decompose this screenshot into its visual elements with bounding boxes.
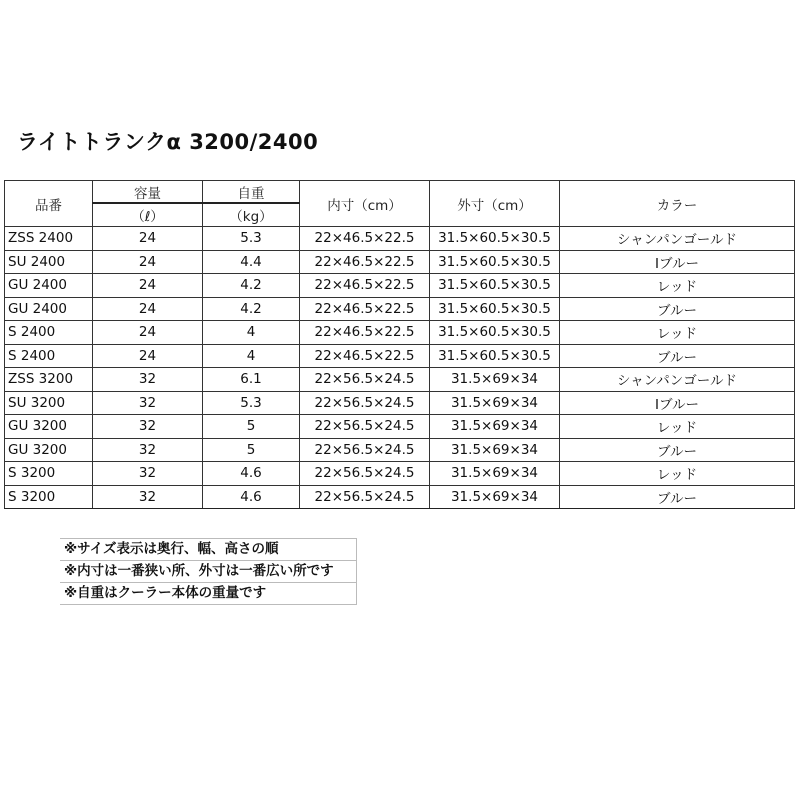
cell-inner-size: 22×46.5×22.5 — [300, 250, 430, 274]
cell-weight: 5.3 — [203, 391, 300, 415]
cell-capacity: 32 — [93, 391, 203, 415]
cell-outer-size: 31.5×60.5×30.5 — [430, 321, 560, 345]
cell-part-no: S 2400 — [5, 344, 93, 368]
note-weight: ※自重はクーラー本体の重量です — [60, 582, 357, 605]
cell-outer-size: 31.5×60.5×30.5 — [430, 227, 560, 251]
cell-inner-size: 22×56.5×24.5 — [300, 462, 430, 486]
cell-capacity: 24 — [93, 297, 203, 321]
table-row — [5, 368, 795, 392]
cell-part-no: GU 2400 — [5, 274, 93, 298]
cell-weight: 6.1 — [203, 368, 300, 392]
spec-table — [4, 180, 795, 509]
spec-table-header — [5, 181, 795, 227]
cell-part-no: S 3200 — [5, 485, 93, 509]
cell-weight: 5 — [203, 438, 300, 462]
page-title: ライトトランクα 3200/2400 — [17, 130, 319, 154]
cell-outer-size: 31.5×60.5×30.5 — [430, 274, 560, 298]
cell-inner-size: 22×56.5×24.5 — [300, 391, 430, 415]
cell-color: レッド — [560, 321, 795, 345]
cell-part-no: ZSS 2400 — [5, 227, 93, 251]
cell-color: ブルー — [560, 438, 795, 462]
cell-inner-size: 22×56.5×24.5 — [300, 368, 430, 392]
cell-capacity: 24 — [93, 227, 203, 251]
cell-color: ブルー — [560, 297, 795, 321]
header-weight: 自重 — [203, 181, 300, 204]
cell-outer-size: 31.5×60.5×30.5 — [430, 250, 560, 274]
table-row — [5, 227, 795, 251]
table-row — [5, 250, 795, 274]
cell-color: ブルー — [560, 344, 795, 368]
cell-color: ブルー — [560, 485, 795, 509]
cell-outer-size: 31.5×69×34 — [430, 415, 560, 439]
cell-capacity: 32 — [93, 462, 203, 486]
cell-color: シャンパンゴールド — [560, 227, 795, 251]
cell-color: レッド — [560, 415, 795, 439]
cell-part-no: SU 2400 — [5, 250, 93, 274]
cell-inner-size: 22×46.5×22.5 — [300, 321, 430, 345]
table-row — [5, 391, 795, 415]
cell-inner-size: 22×46.5×22.5 — [300, 227, 430, 251]
cell-outer-size: 31.5×69×34 — [430, 485, 560, 509]
spec-table-body — [5, 227, 795, 509]
note-size-order: ※サイズ表示は奥行、幅、高さの順 — [60, 538, 357, 560]
cell-part-no: S 3200 — [5, 462, 93, 486]
cell-capacity: 32 — [93, 485, 203, 509]
header-color: カラー — [560, 181, 795, 227]
cell-part-no: ZSS 3200 — [5, 368, 93, 392]
cell-weight: 4 — [203, 321, 300, 345]
cell-outer-size: 31.5×60.5×30.5 — [430, 297, 560, 321]
cell-part-no: S 2400 — [5, 321, 93, 345]
cell-weight: 5.3 — [203, 227, 300, 251]
cell-weight: 5 — [203, 415, 300, 439]
cell-capacity: 32 — [93, 415, 203, 439]
cell-color: Iブルー — [560, 250, 795, 274]
cell-weight: 4.2 — [203, 297, 300, 321]
table-row — [5, 344, 795, 368]
cell-capacity: 32 — [93, 368, 203, 392]
cell-weight: 4.2 — [203, 274, 300, 298]
header-inner-size: 内寸（cm） — [300, 181, 430, 227]
cell-weight: 4.6 — [203, 462, 300, 486]
cell-inner-size: 22×56.5×24.5 — [300, 485, 430, 509]
cell-color: レッド — [560, 462, 795, 486]
cell-capacity: 24 — [93, 274, 203, 298]
cell-color: レッド — [560, 274, 795, 298]
header-capacity: 容量 — [93, 181, 203, 204]
cell-part-no: GU 3200 — [5, 415, 93, 439]
table-row — [5, 274, 795, 298]
table-row — [5, 462, 795, 486]
cell-inner-size: 22×56.5×24.5 — [300, 415, 430, 439]
cell-part-no: GU 2400 — [5, 297, 93, 321]
cell-capacity: 24 — [93, 250, 203, 274]
cell-part-no: SU 3200 — [5, 391, 93, 415]
header-capacity-unit: （ℓ） — [93, 203, 203, 227]
cell-inner-size: 22×46.5×22.5 — [300, 344, 430, 368]
cell-outer-size: 31.5×69×34 — [430, 462, 560, 486]
table-row — [5, 297, 795, 321]
header-part-no: 品番 — [5, 181, 93, 227]
cell-outer-size: 31.5×69×34 — [430, 391, 560, 415]
cell-weight: 4 — [203, 344, 300, 368]
table-row — [5, 438, 795, 462]
cell-inner-size: 22×56.5×24.5 — [300, 438, 430, 462]
cell-capacity: 32 — [93, 438, 203, 462]
header-outer-size: 外寸（cm） — [430, 181, 560, 227]
table-row — [5, 321, 795, 345]
table-row — [5, 485, 795, 509]
notes-box — [60, 538, 357, 605]
cell-capacity: 24 — [93, 344, 203, 368]
cell-inner-size: 22×46.5×22.5 — [300, 297, 430, 321]
cell-color: Iブルー — [560, 391, 795, 415]
cell-outer-size: 31.5×60.5×30.5 — [430, 344, 560, 368]
cell-outer-size: 31.5×69×34 — [430, 368, 560, 392]
cell-outer-size: 31.5×69×34 — [430, 438, 560, 462]
table-row — [5, 415, 795, 439]
cell-part-no: GU 3200 — [5, 438, 93, 462]
cell-weight: 4.4 — [203, 250, 300, 274]
cell-capacity: 24 — [93, 321, 203, 345]
cell-color: シャンパンゴールド — [560, 368, 795, 392]
note-inner-outer: ※内寸は一番狭い所、外寸は一番広い所です — [60, 560, 357, 582]
cell-weight: 4.6 — [203, 485, 300, 509]
header-weight-unit: （kg） — [203, 203, 300, 227]
cell-inner-size: 22×46.5×22.5 — [300, 274, 430, 298]
